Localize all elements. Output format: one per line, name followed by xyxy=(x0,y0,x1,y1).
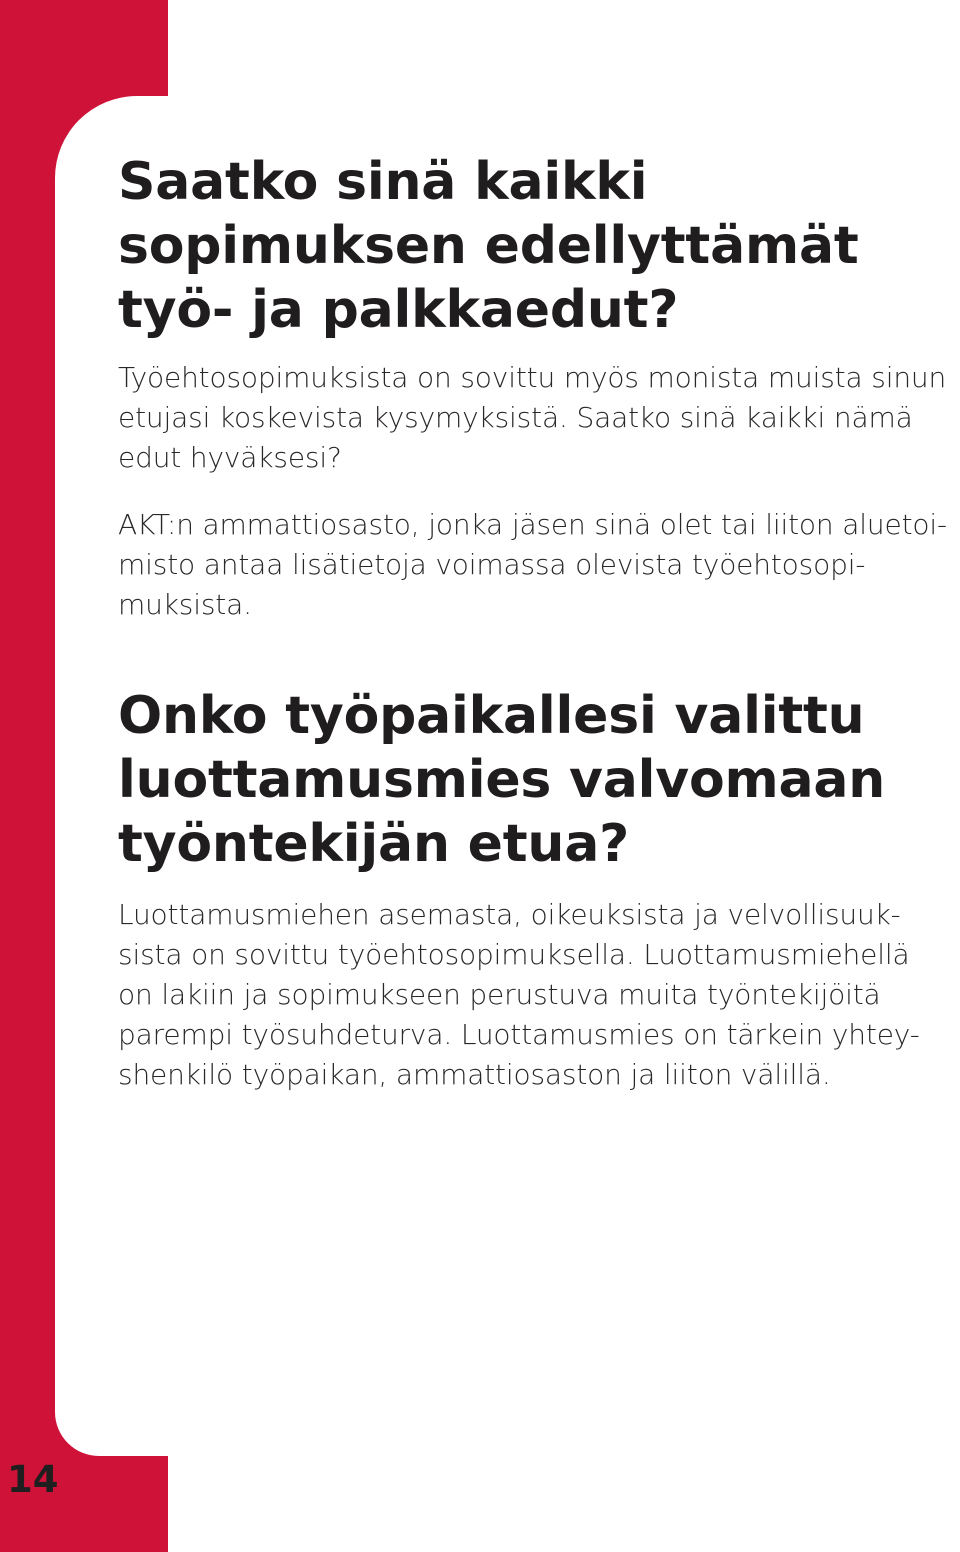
paragraph-line: Luottamusmiehen asemasta, oikeuksista ja velvollisuuk- xyxy=(118,898,901,931)
heading-line: sopimuksen edellyttämät xyxy=(118,216,859,276)
paragraph-line: Työehtosopimuksista on sovittu myös monista muista sinun xyxy=(118,361,947,394)
heading-line: Saatko sinä kaikki xyxy=(118,152,648,212)
page-number: 14 xyxy=(7,1458,59,1501)
paragraph-line: parempi työsuhdeturva. Luottamusmies on tärkein yhtey- xyxy=(118,1018,920,1051)
heading-line: luottamusmies valvomaan xyxy=(118,750,886,810)
paragraph-line: on lakiin ja sopimukseen perustuva muita työntekijöitä xyxy=(118,978,881,1011)
paragraph-line: misto antaa lisätietoja voimassa olevista työehtosopi- xyxy=(118,548,866,581)
paragraph-shop-steward xyxy=(118,895,928,1095)
heading-line: Onko työpaikallesi valittu xyxy=(118,686,865,746)
paragraph-line: edut hyväksesi? xyxy=(118,441,342,474)
paragraph-line: sista on sovittu työehtosopimuksella. Luottamusmiehellä xyxy=(118,938,910,971)
section-heading-shop-steward xyxy=(118,684,938,876)
heading-line: työntekijän etua? xyxy=(118,814,630,874)
paragraph-benefits-intro xyxy=(118,358,960,478)
paragraph-line: AKT:n ammattiosasto, jonka jäsen sinä olet tai liiton aluetoi- xyxy=(118,508,947,541)
heading-line: työ- ja palkkaedut? xyxy=(118,280,679,340)
section-heading-benefits xyxy=(118,150,918,342)
paragraph-akt-info xyxy=(118,505,960,625)
paragraph-line: etujasi koskevista kysymyksistä. Saatko sinä kaikki nämä xyxy=(118,401,913,434)
paragraph-line: muksista. xyxy=(118,588,252,621)
paragraph-line: shenkilö työpaikan, ammattiosaston ja liiton välillä. xyxy=(118,1058,831,1091)
